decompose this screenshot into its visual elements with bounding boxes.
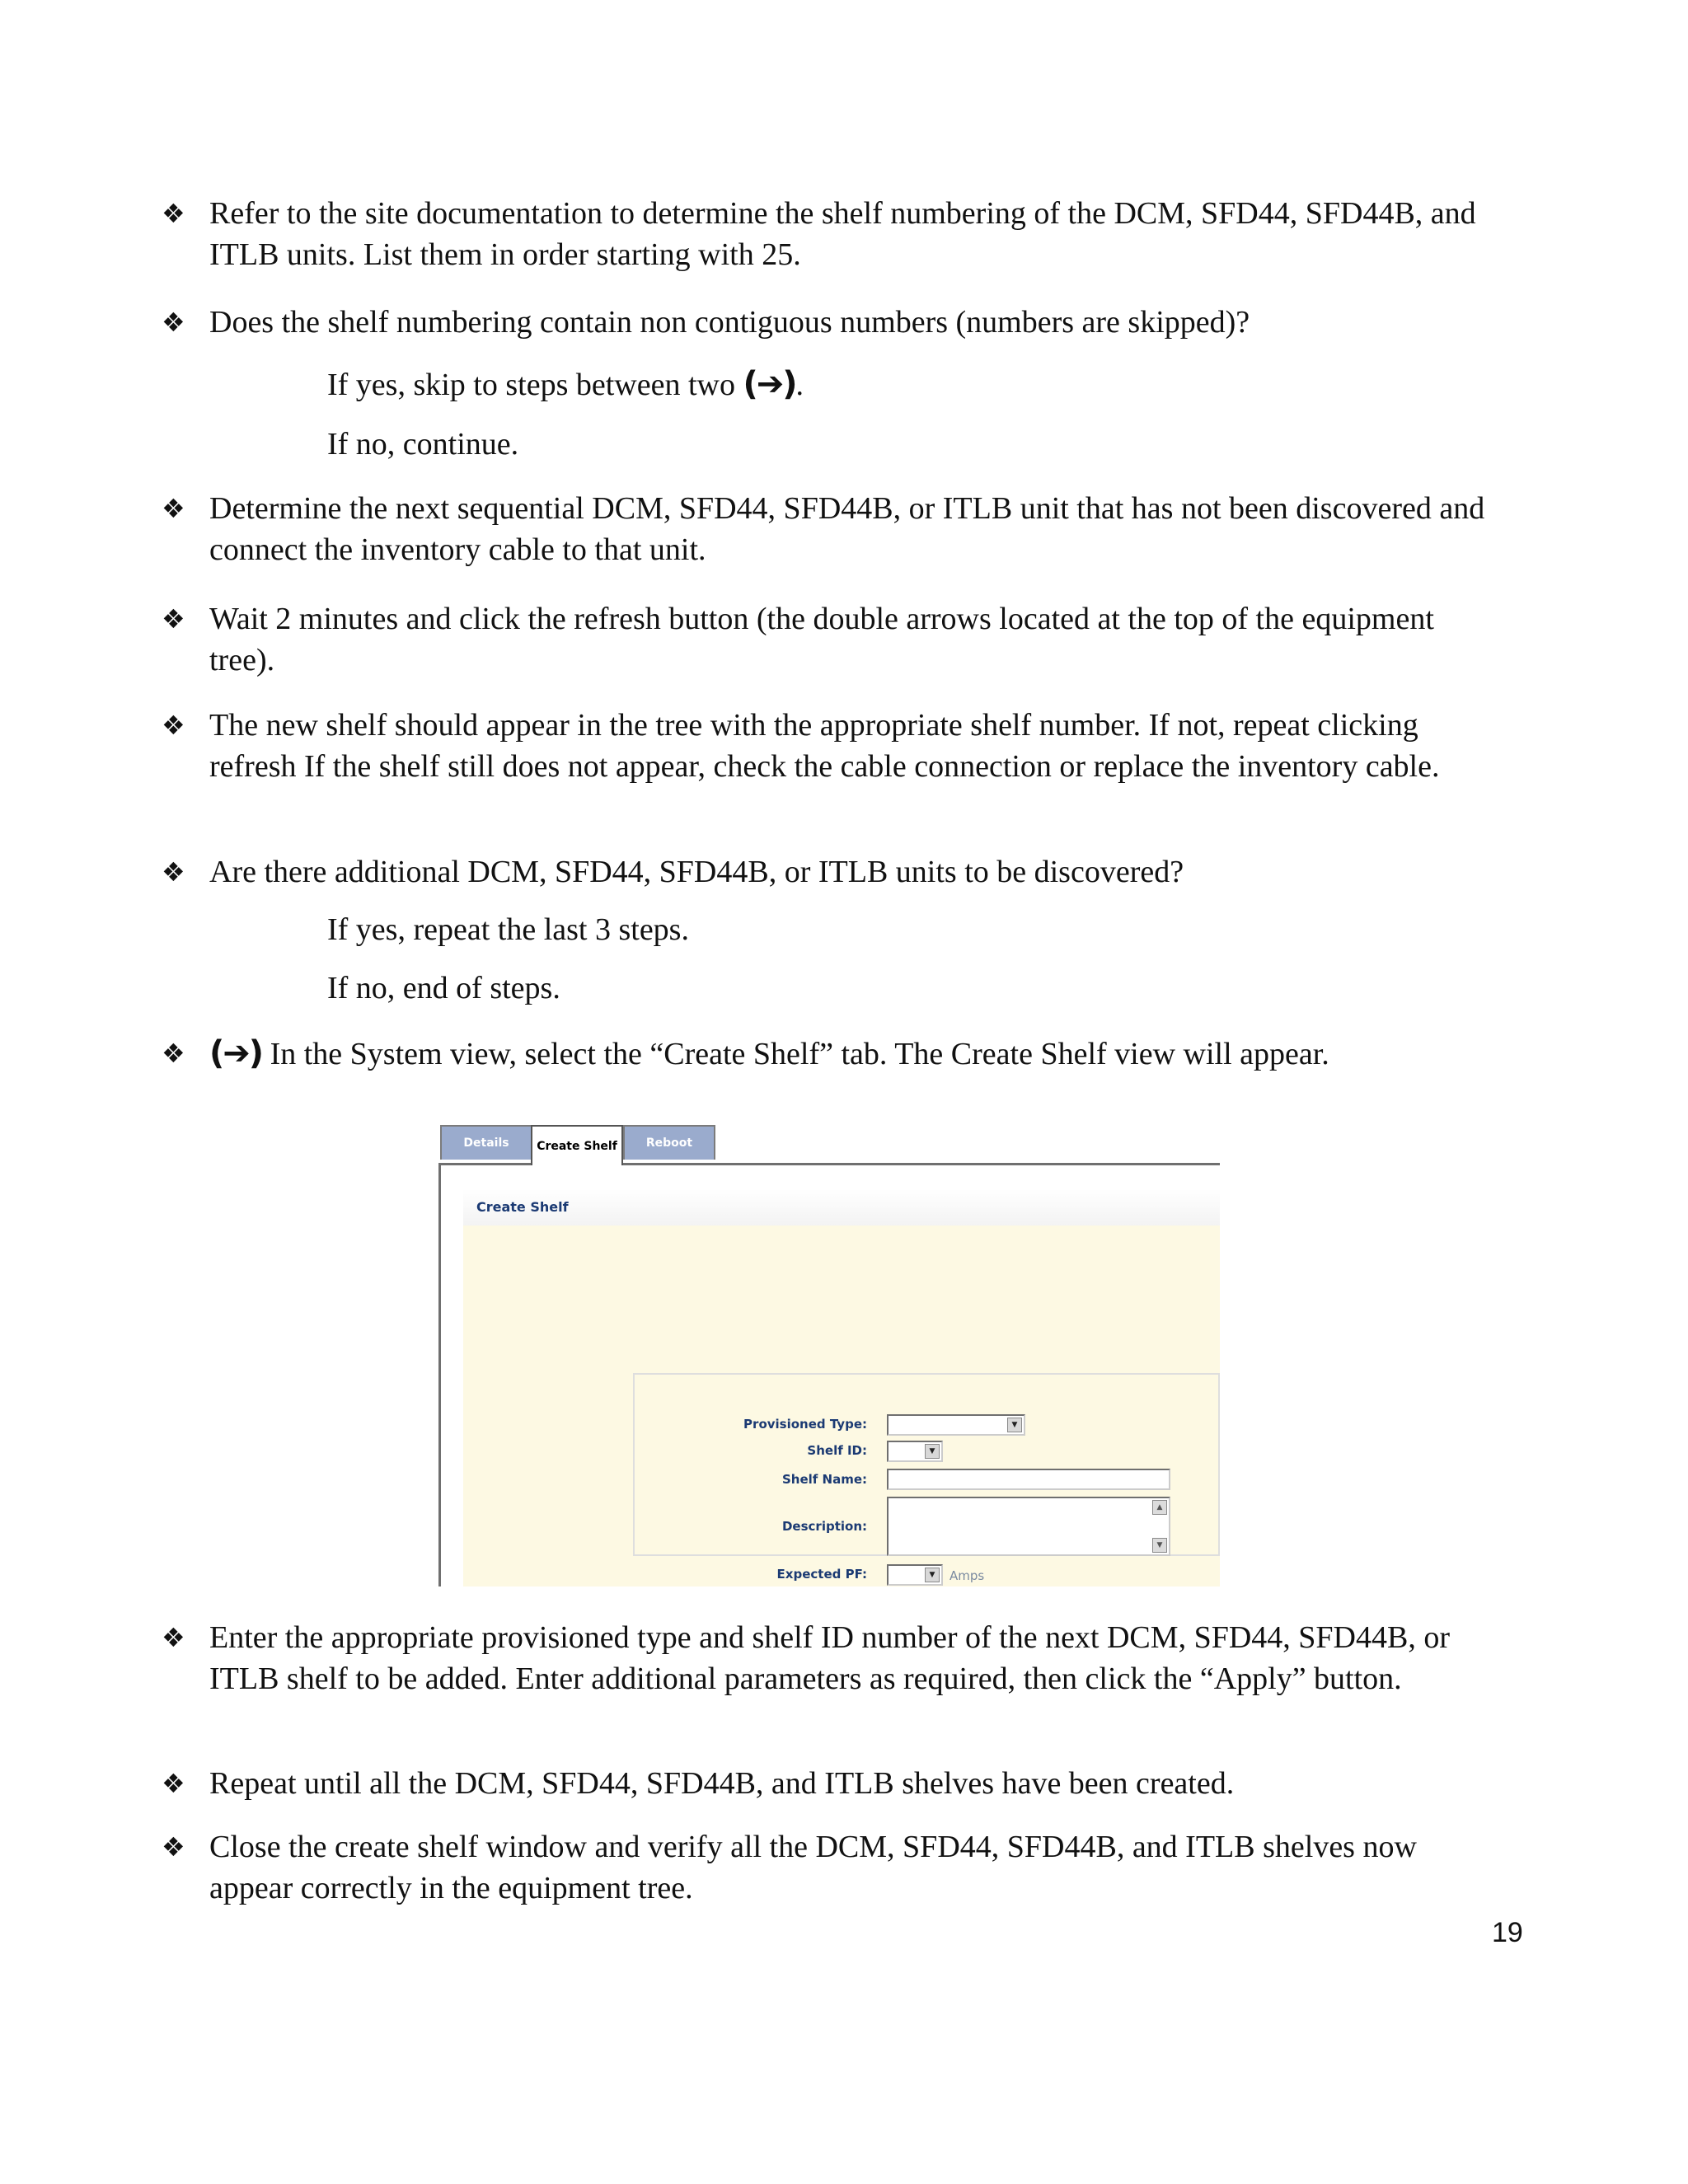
bullet-icon: ❖: [162, 603, 185, 635]
step-check-additional: [162, 851, 1505, 893]
bullet-icon: ❖: [162, 198, 185, 229]
description-label: Description:: [781, 1519, 867, 1534]
bullet-icon: ❖: [162, 710, 185, 741]
bullet-icon: ❖: [162, 856, 185, 888]
panel-header: [463, 1189, 1220, 1226]
step-text: Are there additional DCM, SFD44, SFD44B, or ITLB units to be discovered?: [209, 855, 1184, 889]
branch-text-suffix: .: [795, 368, 804, 402]
tab-details[interactable]: Details: [440, 1125, 532, 1160]
arrow-icon: (➔): [743, 365, 796, 403]
shelf-id-label: Shelf ID:: [807, 1443, 867, 1458]
step-check-contiguous: [162, 302, 1505, 343]
step-enter-parameters: [162, 1617, 1505, 1699]
step-text-body: In the System view, select the “Create Shelf” tab. The Create Shelf view will appear.: [270, 1037, 1329, 1071]
bullet-icon: ❖: [162, 1622, 185, 1653]
branch-additional-no: If no, end of steps.: [327, 971, 560, 1005]
step-text: Close the create shelf window and verify all the DCM, SFD44, SFD44B, and ITLB shelves now appear correctly in the equipment tree.: [209, 1830, 1417, 1905]
tab-reboot[interactable]: Reboot: [623, 1125, 715, 1160]
arrow-icon: (➔): [209, 1034, 263, 1072]
scroll-down-icon[interactable]: ▼: [1152, 1538, 1167, 1553]
branch-contiguous-yes: [327, 363, 804, 405]
expected-pf-select[interactable]: [887, 1564, 943, 1586]
description-textarea[interactable]: [887, 1497, 1170, 1556]
tab-create-shelf[interactable]: Create Shelf: [531, 1125, 623, 1165]
bullet-icon: ❖: [162, 1831, 185, 1863]
chevron-down-icon[interactable]: ▼: [925, 1444, 940, 1459]
step-text: Does the shelf numbering contain non contiguous numbers (numbers are skipped)?: [209, 305, 1250, 340]
step-repeat: [162, 1763, 1505, 1804]
step-refer-documentation: [162, 193, 1505, 275]
step-refresh: [162, 598, 1505, 681]
step-text: Enter the appropriate provisioned type and shelf ID number of the next DCM, SFD44, SFD44B, or ITLB shelf to be added. Enter additional parameters as required, then click the “Apply” button.: [209, 1620, 1450, 1696]
branch-text: If yes, skip to steps between two: [327, 368, 743, 402]
provisioned-type-label: Provisioned Type:: [743, 1417, 867, 1432]
panel-title: Create Shelf: [476, 1199, 569, 1215]
branch-additional-yes: If yes, repeat the last 3 steps.: [327, 912, 689, 947]
expected-pf-label: Expected PF:: [776, 1567, 867, 1582]
bullet-icon: ❖: [162, 307, 185, 338]
step-verify-shelf: [162, 705, 1505, 787]
provisioned-type-select[interactable]: [887, 1414, 1025, 1436]
step-connect-cable: [162, 488, 1505, 570]
step-text: Refer to the site documentation to determine the shelf numbering of the DCM, SFD44, SFD44B, and ITLB units. List them in order starting with 25.: [209, 196, 1476, 272]
shelf-id-select[interactable]: [887, 1441, 943, 1462]
scroll-up-icon[interactable]: ▲: [1152, 1500, 1167, 1515]
shelf-name-label: Shelf Name:: [781, 1472, 867, 1487]
chevron-down-icon[interactable]: ▼: [925, 1568, 940, 1582]
step-text: [209, 1033, 1505, 1075]
create-shelf-panel: [463, 1189, 1220, 1586]
step-text: Repeat until all the DCM, SFD44, SFD44B, and ITLB shelves have been created.: [209, 1766, 1235, 1801]
step-text: The new shelf should appear in the tree with the appropriate shelf number. If not, repeat clicking refresh If the shelf still does not appear, check the cable connection or replace the inventory cable.: [209, 708, 1440, 784]
bullet-icon: ❖: [162, 493, 185, 524]
step-text: Wait 2 minutes and click the refresh button (the double arrows located at the top of the equipment tree).: [209, 602, 1434, 677]
create-shelf-screenshot: [438, 1125, 1220, 1586]
bullet-icon: ❖: [162, 1768, 185, 1799]
step-text: Determine the next sequential DCM, SFD44, SFD44B, or ITLB unit that has not been discovered and connect the inventory cable to that unit.: [209, 491, 1485, 567]
step-close-window: [162, 1826, 1505, 1909]
page-number: 19: [1492, 1917, 1523, 1948]
step-create-shelf-tab: [162, 1033, 1505, 1075]
shelf-name-input[interactable]: [887, 1469, 1170, 1490]
bullet-icon: ❖: [162, 1038, 185, 1069]
frame-border: [438, 1163, 441, 1586]
expected-pf-unit: Amps: [950, 1568, 985, 1583]
branch-contiguous-no: If no, continue.: [327, 427, 519, 462]
chevron-down-icon[interactable]: ▼: [1007, 1418, 1022, 1432]
